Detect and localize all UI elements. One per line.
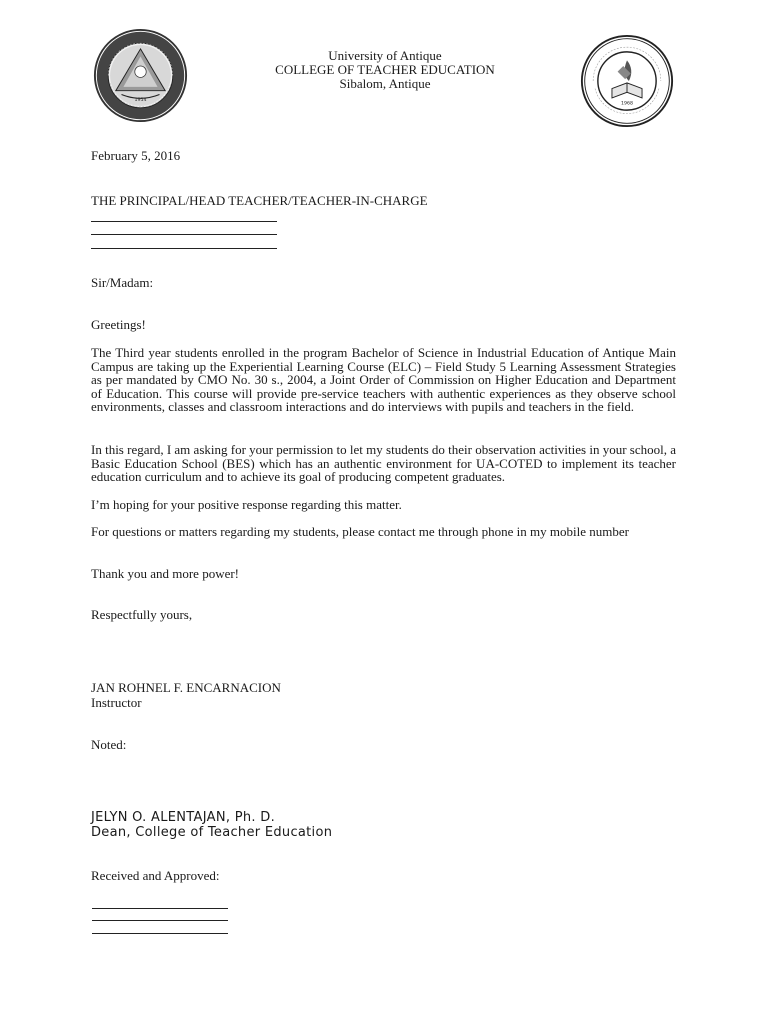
dean-name: JELYN O. ALENTAJAN, Ph. D.: [91, 810, 276, 825]
address-blank-line-2: [91, 234, 277, 235]
salutation: Sir/Madam:: [91, 275, 154, 290]
dean-title: Dean, College of Teacher Education: [91, 825, 333, 840]
address-blank-line-1: [91, 221, 277, 222]
received-label: Received and Approved:: [91, 868, 220, 883]
letterhead-university: University of Antique: [328, 48, 442, 63]
signer-name: JAN ROHNEL F. ENCARNACION: [91, 680, 281, 695]
noted-label: Noted:: [91, 737, 127, 752]
approval-blank-line-2: [92, 920, 228, 921]
addressee: THE PRINCIPAL/HEAD TEACHER/TEACHER-IN-CHARGE: [91, 193, 428, 208]
svg-text:1968: 1968: [621, 101, 633, 107]
signer-title: Instructor: [91, 695, 142, 710]
university-of-antique-seal: [93, 28, 188, 123]
body-paragraph-1: The Third year students enrolled in the program Bachelor of Science in Industrial Education of Antique Main Campus are taking up the Experiential Learning Course (ELC) – Field Study 5 Learning Assessment Strategies as per mandated by CMO No. 30 s., 2004, a Joint Order of Commission on Higher Education and Department of Education. This course will provide pre-service teachers with authentic experiences as they observe school environments, classes and classroom interactions and do interviews with pupils and teachers in the field.: [91, 345, 676, 414]
approval-blank-line-1: [92, 908, 228, 909]
college-of-teacher-education-seal: [580, 34, 674, 128]
letter-date: February 5, 2016: [91, 148, 181, 163]
greeting: Greetings!: [91, 317, 146, 332]
letterhead-location: Sibalom, Antique: [339, 76, 431, 91]
closing: Respectfully yours,: [91, 607, 193, 622]
letterhead-college: COLLEGE OF TEACHER EDUCATION: [275, 62, 495, 77]
body-paragraph-3: I’m hoping for your positive response regarding this matter.: [91, 497, 402, 512]
svg-text:1954: 1954: [134, 98, 147, 104]
address-blank-line-3: [91, 248, 277, 249]
thanks-line: Thank you and more power!: [91, 566, 240, 581]
body-paragraph-2: In this regard, I am asking for your permission to let my students do their observation activities in your school, a Basic Education School (BES) which has an authentic environment for UA-COTED to implement its teacher education curriculum and to achieve its goal of producing competent graduates.: [91, 442, 676, 484]
approval-blank-line-3: [92, 933, 228, 934]
body-paragraph-4: For questions or matters regarding my students, please contact me through phone in my mobile number: [91, 524, 629, 539]
letterhead: [230, 49, 540, 91]
